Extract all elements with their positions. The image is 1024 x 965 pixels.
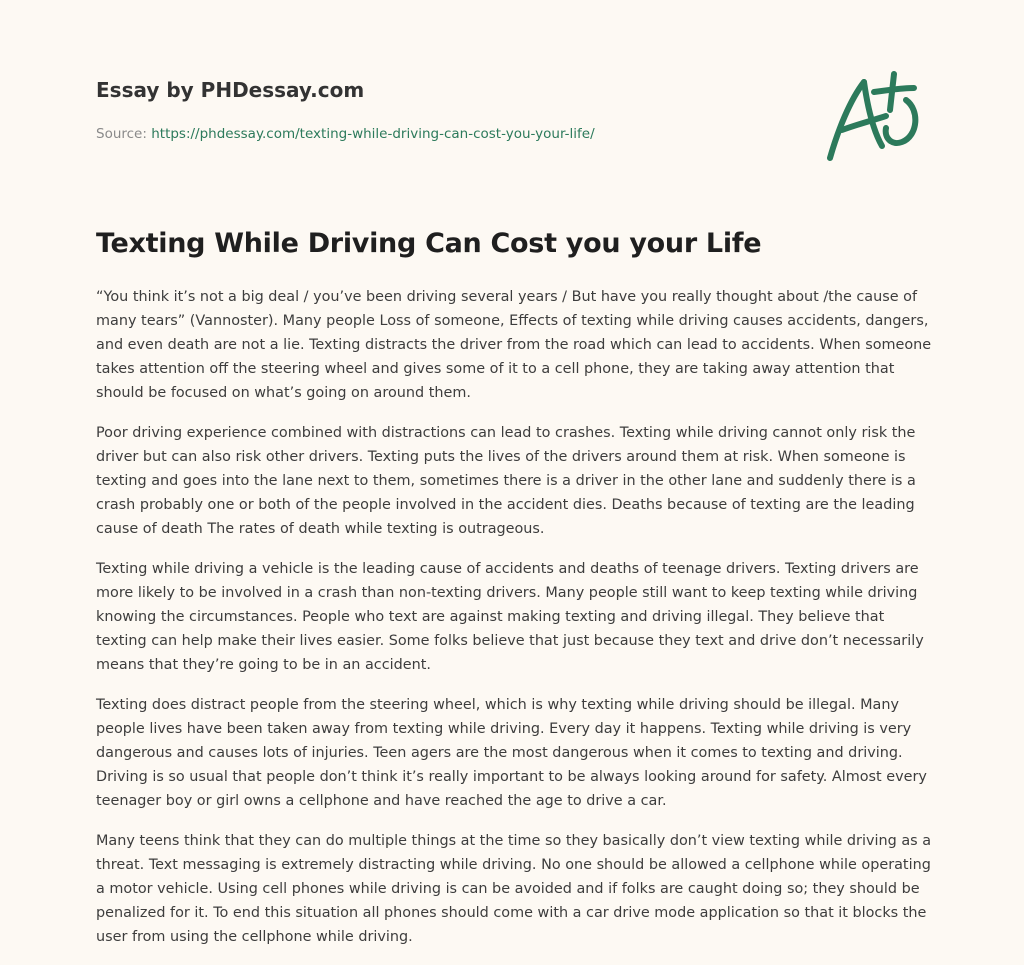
header bbox=[96, 76, 696, 144]
essay-body bbox=[96, 285, 936, 965]
a-plus-grade-icon bbox=[822, 70, 926, 164]
essay-paragraph: Texting while driving a vehicle is the leading cause of accidents and deaths of teenage drivers. Texting drivers are more likely to be involved in a crash than non-texting drivers. Many people still want to keep texting while driving knowing the circumstances. People who text are against making texting and driving illegal. They believe that texting can help make their lives easier. Some folks believe that just because they text and drive don’t necessarily means that they’re going to be in an accident. bbox=[96, 561, 924, 673]
essay-paragraph: Poor driving experience combined with distractions can lead to crashes. Texting while driving cannot only risk the driver but can also risk other drivers. Texting puts the lives of the drivers around them at risk. When someone is texting and goes into the lane next to them, sometimes there is a driver in the other lane and suddenly there is a crash probably one or both of the people involved in the accident dies. Deaths because of texting are the leading cause of death The rates of death while texting is outrageous. bbox=[96, 425, 916, 537]
source-link[interactable]: https://phdessay.com/texting-while-driving-can-cost-you-your-life/ bbox=[151, 126, 595, 142]
brand-title: Essay by PHDessay.com bbox=[96, 78, 365, 102]
source-line bbox=[96, 124, 696, 144]
essay-paragraph: Many teens think that they can do multiple things at the time so they basically don’t view texting while driving as a threat. Text messaging is extremely distracting while driving. No one should be allowed a cellphone while operating a motor vehicle. Using cell phones while driving is can be avoided and if folks are caught doing so; they should be penalized for it. To end this situation all phones should come with a car drive mode application so that it blocks the user from using the cellphone while driving. bbox=[96, 833, 932, 945]
essay-title: Texting While Driving Can Cost you your Life bbox=[96, 228, 762, 259]
essay-paragraph: “You think it’s not a big deal / you’ve been driving several years / But have you really thought about /the cause of many tears” (Vannoster). Many people Loss of someone, Effects of texting while driving causes accidents, dangers, and even death are not a lie. Texting distracts the driver from the road which can lead to accidents. When someone takes attention off the steering wheel and gives some of it to a cell phone, they are taking away attention that should be focused on what’s going on around them. bbox=[96, 289, 932, 401]
essay-paragraph: Texting does distract people from the steering wheel, which is why texting while driving should be illegal. Many people lives have been taken away from texting while driving. Every day it happens. Texting while driving is very dangerous and causes lots of injuries. Teen agers are the most dangerous when it comes to texting and driving. Driving is so usual that people don’t think it’s really important to be always looking around for safety. Almost every teenager boy or girl owns a cellphone and have reached the age to drive a car. bbox=[96, 697, 927, 809]
source-label: Source: bbox=[96, 126, 152, 142]
